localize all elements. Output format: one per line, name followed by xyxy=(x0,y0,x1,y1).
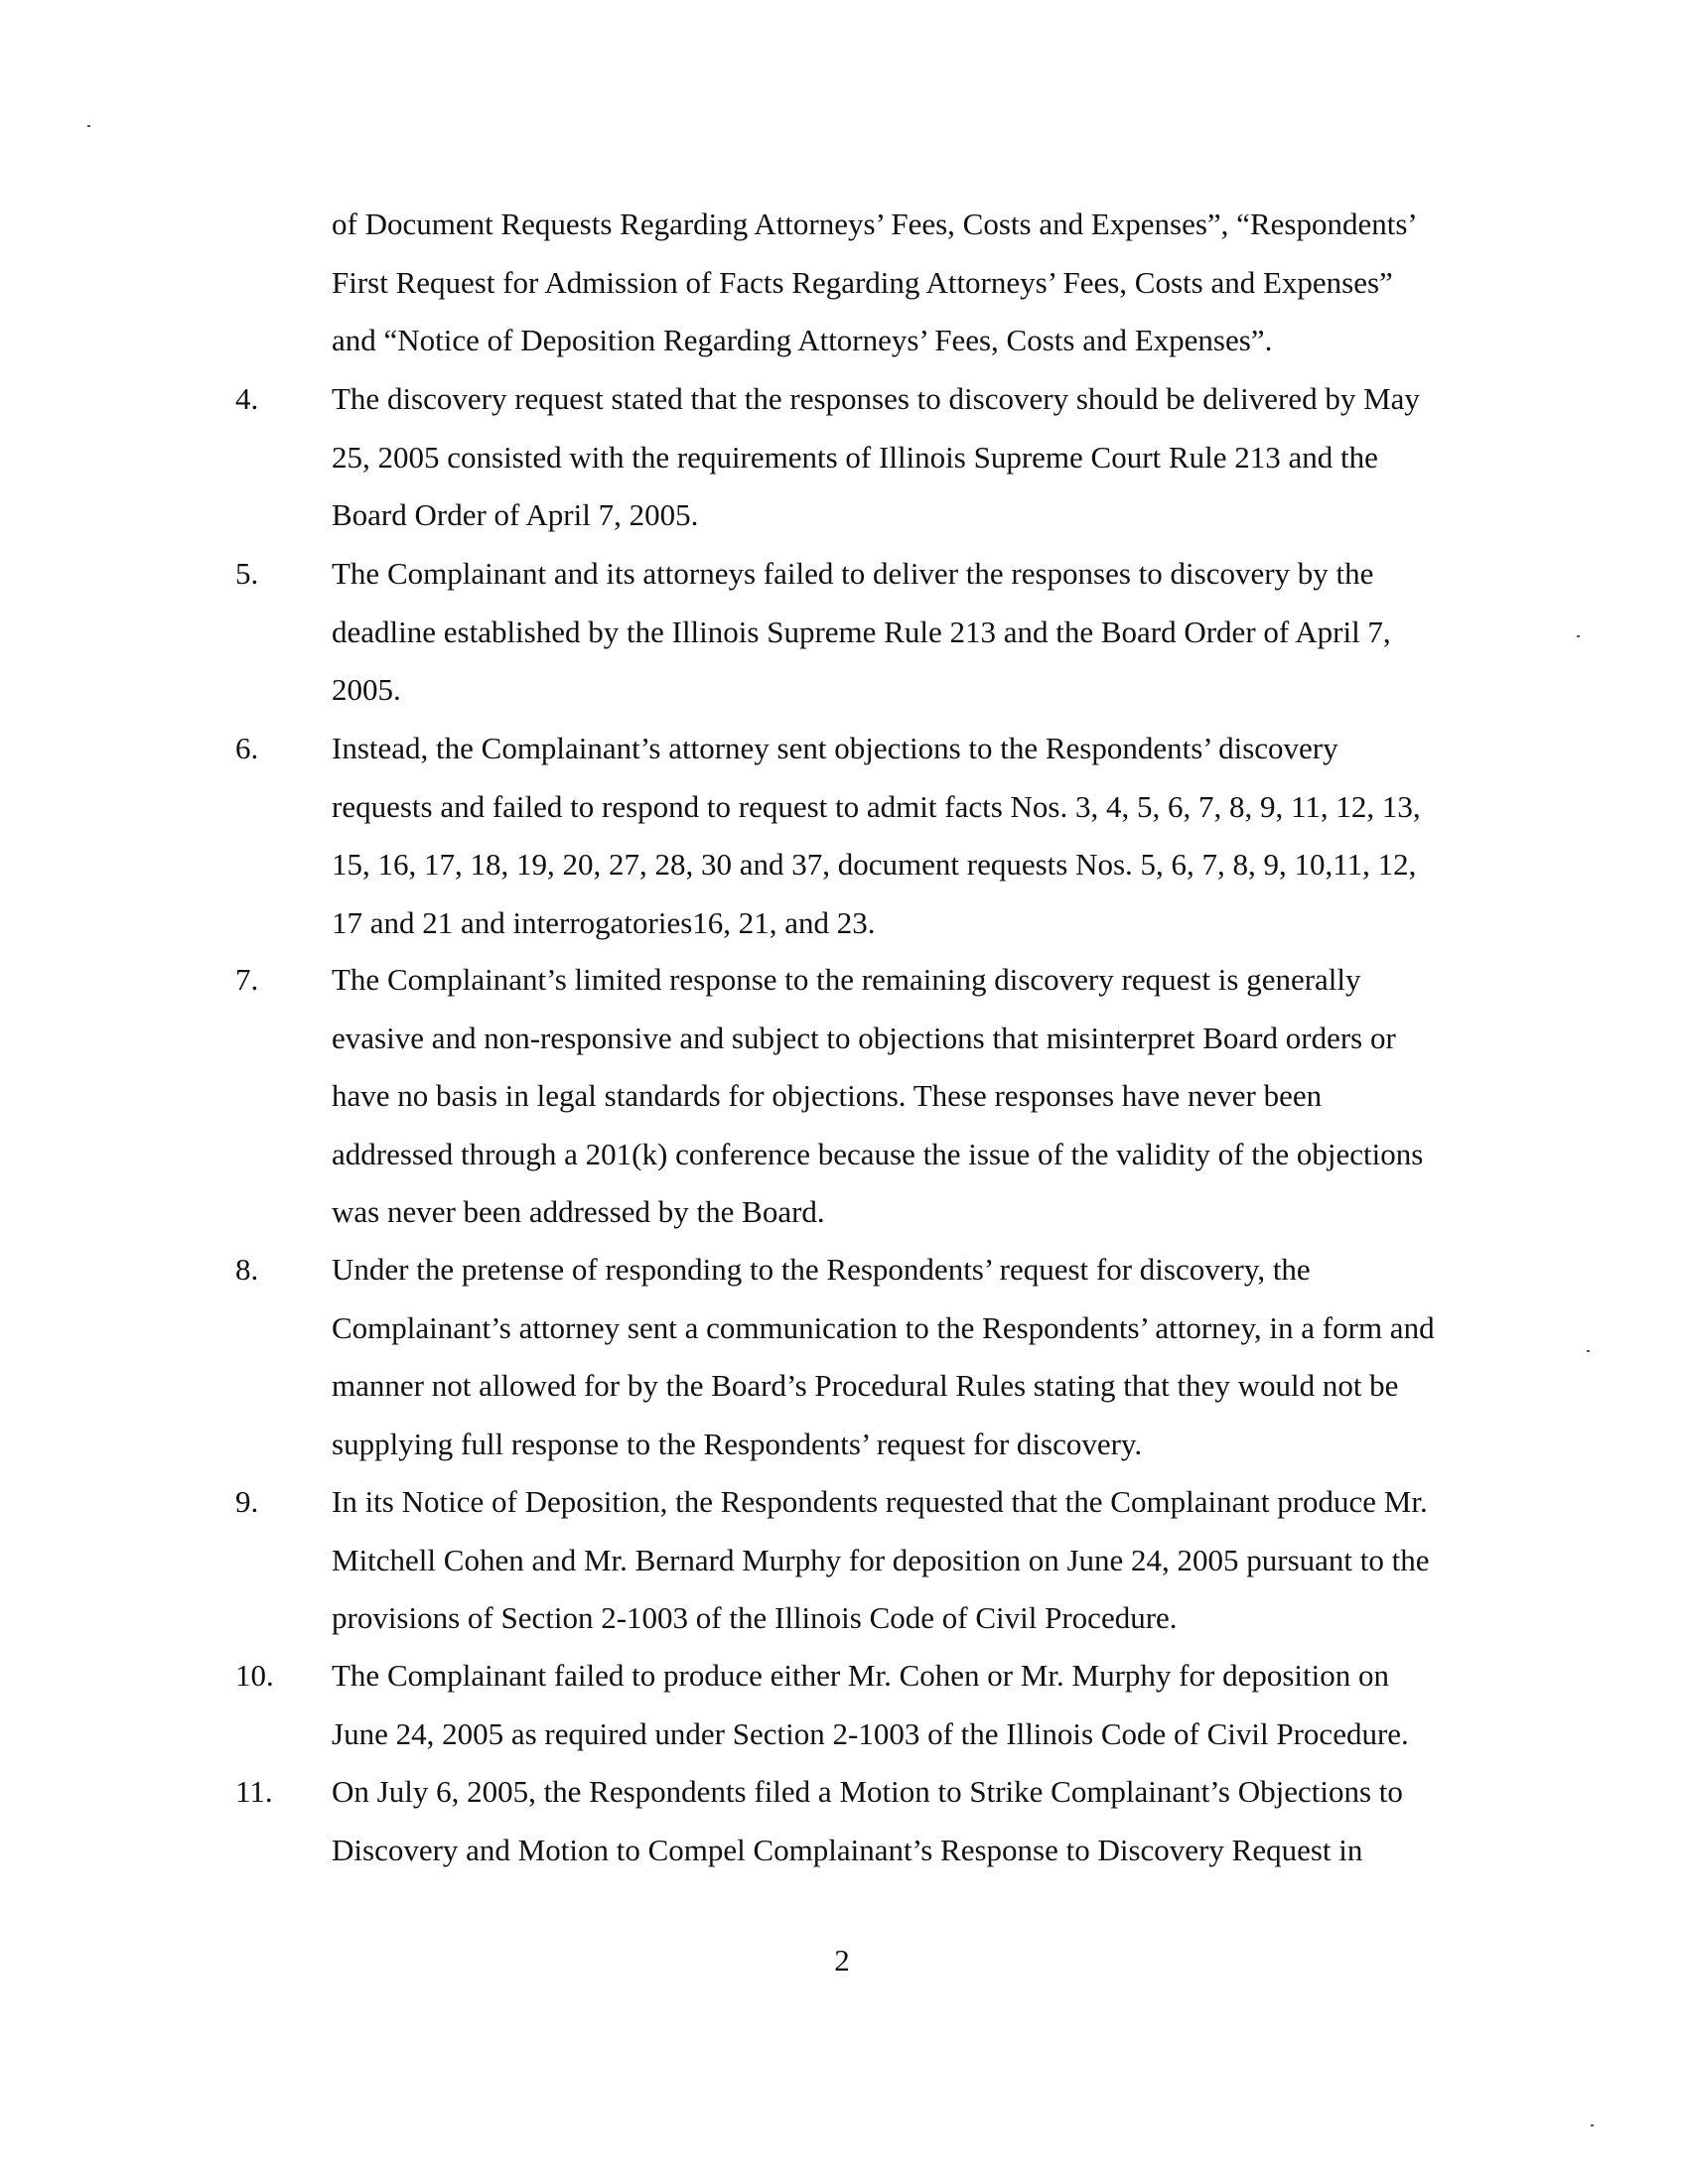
text-line: evasive and non-responsive and subject to objections that misinterpret Board orders or xyxy=(332,1020,1396,1055)
text-line: Board Order of April 7, 2005. xyxy=(332,497,699,532)
text-line: provisions of Section 2-1003 of the Illinois Code of Civil Procedure. xyxy=(332,1600,1178,1635)
continuation-paragraph xyxy=(332,196,1523,370)
paragraph-number: 10. xyxy=(235,1658,274,1693)
text-line: 15, 16, 17, 18, 19, 20, 27, 28, 30 and 37, document requests Nos. 5, 6, 7, 8, 9, 10,11, 12, xyxy=(332,847,1417,882)
text-line: The Complainant’s limited response to the remaining discovery request is generally xyxy=(332,962,1361,997)
text-line: requests and failed to respond to request to admit facts Nos. 3, 4, 5, 6, 7, 8, 9, 11, 12, 13, xyxy=(332,788,1421,824)
paragraph-text xyxy=(332,1763,1523,1879)
paragraph-text xyxy=(332,545,1523,720)
page-number: 2 xyxy=(834,1943,850,1978)
text-line: was never been addressed by the Board. xyxy=(332,1194,825,1229)
paragraph-text xyxy=(332,951,1523,1242)
paragraph-number: 11. xyxy=(235,1774,273,1809)
text-line: First Request for Admission of Facts Regarding Attorneys’ Fees, Costs and Expenses” xyxy=(332,264,1393,300)
paragraph-text xyxy=(332,1473,1523,1648)
text-line: Complainant’s attorney sent a communication to the Respondents’ attorney, in a form and xyxy=(332,1309,1435,1345)
scan-speck xyxy=(1591,2124,1594,2126)
text-line: The Complainant and its attorneys failed to deliver the responses to discovery by the xyxy=(332,556,1374,591)
scan-speck xyxy=(1577,635,1580,637)
text-line: 17 and 21 and interrogatories16, 21, and 23. xyxy=(332,904,876,940)
text-line: June 24, 2005 as required under Section 2-1003 of the Illinois Code of Civil Procedure. xyxy=(332,1715,1409,1751)
text-line: addressed through a 201(k) conference because the issue of the validity of the objections xyxy=(332,1136,1424,1171)
text-line: have no basis in legal standards for objections. These responses have never been xyxy=(332,1078,1323,1113)
text-line: 25, 2005 consisted with the requirements of Illinois Supreme Court Rule 213 and the xyxy=(332,439,1378,475)
paragraph-number: 7. xyxy=(235,962,259,997)
paragraph-number: 4. xyxy=(235,381,259,416)
text-line: The Complainant failed to produce either Mr. Cohen or Mr. Murphy for deposition on xyxy=(332,1658,1389,1693)
paragraph-text xyxy=(332,1241,1523,1473)
text-line: deadline established by the Illinois Supreme Rule 213 and the Board Order of April 7, xyxy=(332,614,1391,649)
text-line: The discovery request stated that the responses to discovery should be delivered by May xyxy=(332,381,1420,416)
scan-speck xyxy=(87,125,90,127)
text-line: supplying full response to the Respondents’ request for discovery. xyxy=(332,1426,1143,1461)
text-line: On July 6, 2005, the Respondents filed a Motion to Strike Complainant’s Objections to xyxy=(332,1774,1403,1809)
scan-speck xyxy=(1587,1350,1590,1352)
paragraph-number: 6. xyxy=(235,731,259,765)
text-line: In its Notice of Deposition, the Respondents requested that the Complainant produce Mr. xyxy=(332,1484,1428,1519)
text-line: Discovery and Motion to Compel Complainant’s Response to Discovery Request in xyxy=(332,1832,1363,1867)
text-line: manner not allowed for by the Board’s Procedural Rules stating that they would not be xyxy=(332,1368,1399,1403)
text-line: of Document Requests Regarding Attorneys’ Fees, Costs and Expenses”, “Respondents’ xyxy=(332,206,1418,241)
paragraph-text xyxy=(332,720,1523,952)
paragraph-number: 5. xyxy=(235,556,259,591)
text-line: Mitchell Cohen and Mr. Bernard Murphy for deposition on June 24, 2005 pursuant to the xyxy=(332,1542,1430,1577)
text-line: and “Notice of Deposition Regarding Attorneys’ Fees, Costs and Expenses”. xyxy=(332,323,1273,357)
text-line: 2005. xyxy=(332,672,401,707)
text-line: Instead, the Complainant’s attorney sent objections to the Respondents’ discovery xyxy=(332,731,1338,765)
paragraph-text xyxy=(332,370,1523,545)
paragraph-text xyxy=(332,1647,1523,1763)
paragraph-number: 8. xyxy=(235,1252,259,1287)
paragraph-number: 9. xyxy=(235,1484,259,1519)
text-line: Under the pretense of responding to the Respondents’ request for discovery, the xyxy=(332,1252,1311,1287)
